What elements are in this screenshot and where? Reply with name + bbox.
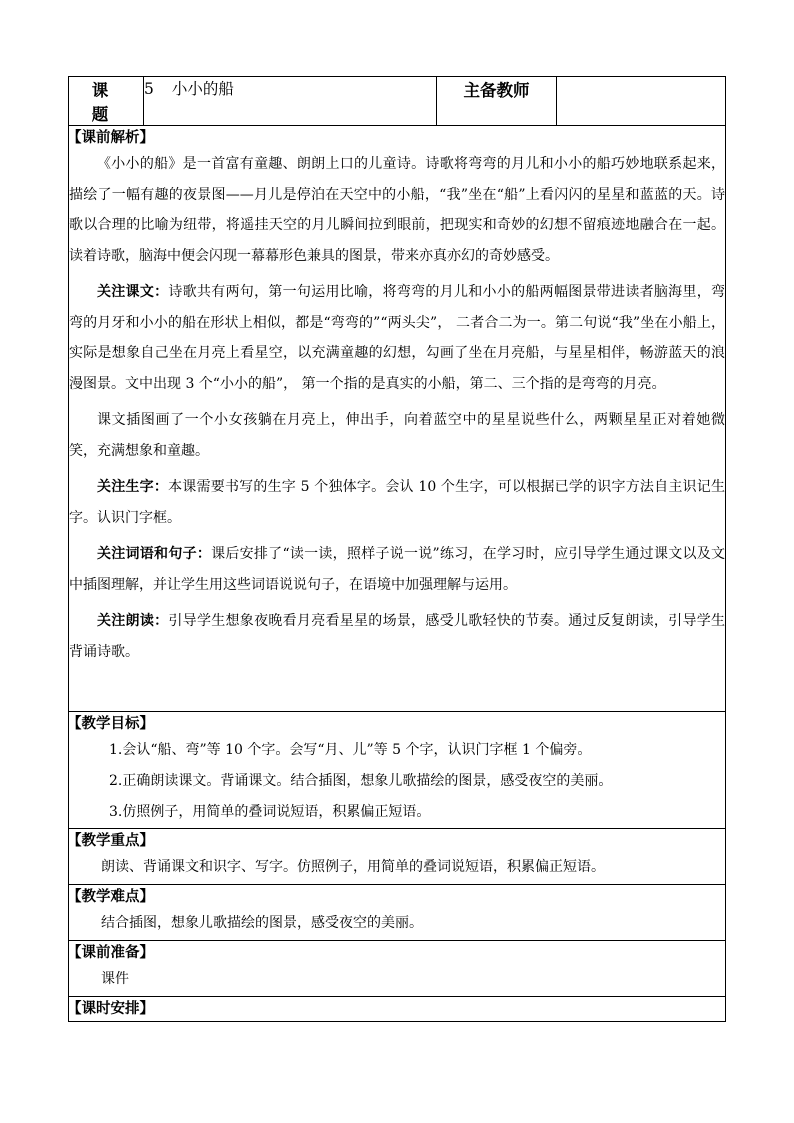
header-row [69,77,726,126]
lesson-title-cell [144,77,437,126]
goal-item: 3.仿照例子，用简单的叠词说短语，积累偏正短语。 [109,804,431,820]
lesson-title: 小小的船 [171,80,234,98]
analysis-text-focus [69,277,725,399]
goal-item: 1.会认“船、弯”等 10 个字。会写“月、儿”等 5 个字，认识门字框 1 个偏旁。 [109,742,592,758]
key-points-text: 朗读、背诵课文和识字、写字。仿照例子，用简单的叠词说短语，积累偏正短语。 [101,859,605,875]
words-focus-label: 关注词语和句子： [97,546,212,562]
goal-item: 2.正确朗读课文。背诵课文。结合插图，想象儿歌描绘的图景，感受夜空的美丽。 [109,773,613,789]
key-points-heading: 【教学重点】 [67,832,154,849]
teacher-label: 主备教师 [437,77,557,126]
lesson-plan-page [68,76,725,1022]
schedule-heading: 【课时安排】 [67,1000,154,1017]
analysis-reading-focus [69,606,725,667]
text-focus-label: 关注课文： [97,284,169,300]
goals-heading: 【教学目标】 [67,715,154,732]
schedule-row [69,997,726,1022]
analysis-row [69,126,726,712]
chars-focus-body: 本课需要书写的生字 5 个独体字。会认 10 个生字，可以根据已学的识字方法自主识记生字。认识门字框。 [69,479,725,526]
words-focus-body: 课后安排了“读一读，照样子说一说”练习，在学习时，应引导学生通过课文以及文中插图理解，并让学生用这些词语说说句子，在语境中加强理解与运用。 [69,546,725,593]
reading-focus-body: 引导学生想象夜晚看月亮看星星的场景，感受儿歌轻快的节奏。通过反复朗读，引导学生背诵诗歌。 [69,613,726,660]
teacher-value [557,77,726,126]
lesson-plan-table [68,76,726,1022]
difficulties-row [69,885,726,941]
reading-focus-label: 关注朗读： [97,613,169,629]
difficulties-heading: 【教学难点】 [67,888,154,905]
lesson-number: 5 [144,80,154,98]
analysis-heading: 【课前解析】 [67,129,154,146]
difficulties-text: 结合插图，想象儿歌描绘的图景，感受夜空的美丽。 [101,915,423,931]
text-focus-body: 诗歌共有两句，第一句运用比喻，将弯弯的月儿和小小的船两幅图景带进读者脑海里，弯弯的月牙和小小的船在形状上相似，都是“弯弯的”“两头尖”， 二者合二为一。第二句说“我”坐在小船上，实际是想象自己坐在月亮上看星空，以充满童趣的幻想，勾画了坐在月亮船，与星星相伴，畅游蓝天的浪漫图景。文中出现 3 个“小小的船”， 第一个指的是真实的小船，第二、三个指的是弯弯的月亮。 [69,284,726,392]
analysis-picture: 课文插图画了一个小女孩躺在月亮上，伸出手，向着蓝空中的星星说些什么，两颗星星正对着她微笑，充满想象和童趣。 [69,412,725,459]
preparation-heading: 【课前准备】 [67,944,154,961]
key-points-section [69,829,726,885]
analysis-intro: 《小小的船》是一首富有童趣、朗朗上口的儿童诗。诗歌将弯弯的月儿和小小的船巧妙地联系起来，描绘了一幅有趣的夜景图——月儿是停泊在天空中的小船，“我”坐在“船”上看闪闪的星星和蓝蓝的天。诗歌以合理的比喻为纽带，将遥挂天空的月儿瞬间拉到眼前，把现实和奇妙的幻想不留痕迹地融合在一起。读着诗歌，脑海中便会闪现一幕幕形色兼具的图景，带来亦真亦幻的奇妙感受。 [69,156,725,264]
goals-row [69,712,726,829]
analysis-chars-focus [69,472,725,533]
preparation-text: 课件 [101,971,129,987]
topic-label: 课 题 [69,77,144,126]
analysis-words-focus [69,539,725,600]
key-points-row [69,829,726,885]
difficulties-section [69,885,726,941]
goals-section [69,712,726,829]
chars-focus-label: 关注生字： [97,479,169,495]
preparation-section [69,941,726,997]
preparation-row [69,941,726,997]
analysis-section [69,126,726,712]
schedule-section [69,997,726,1022]
